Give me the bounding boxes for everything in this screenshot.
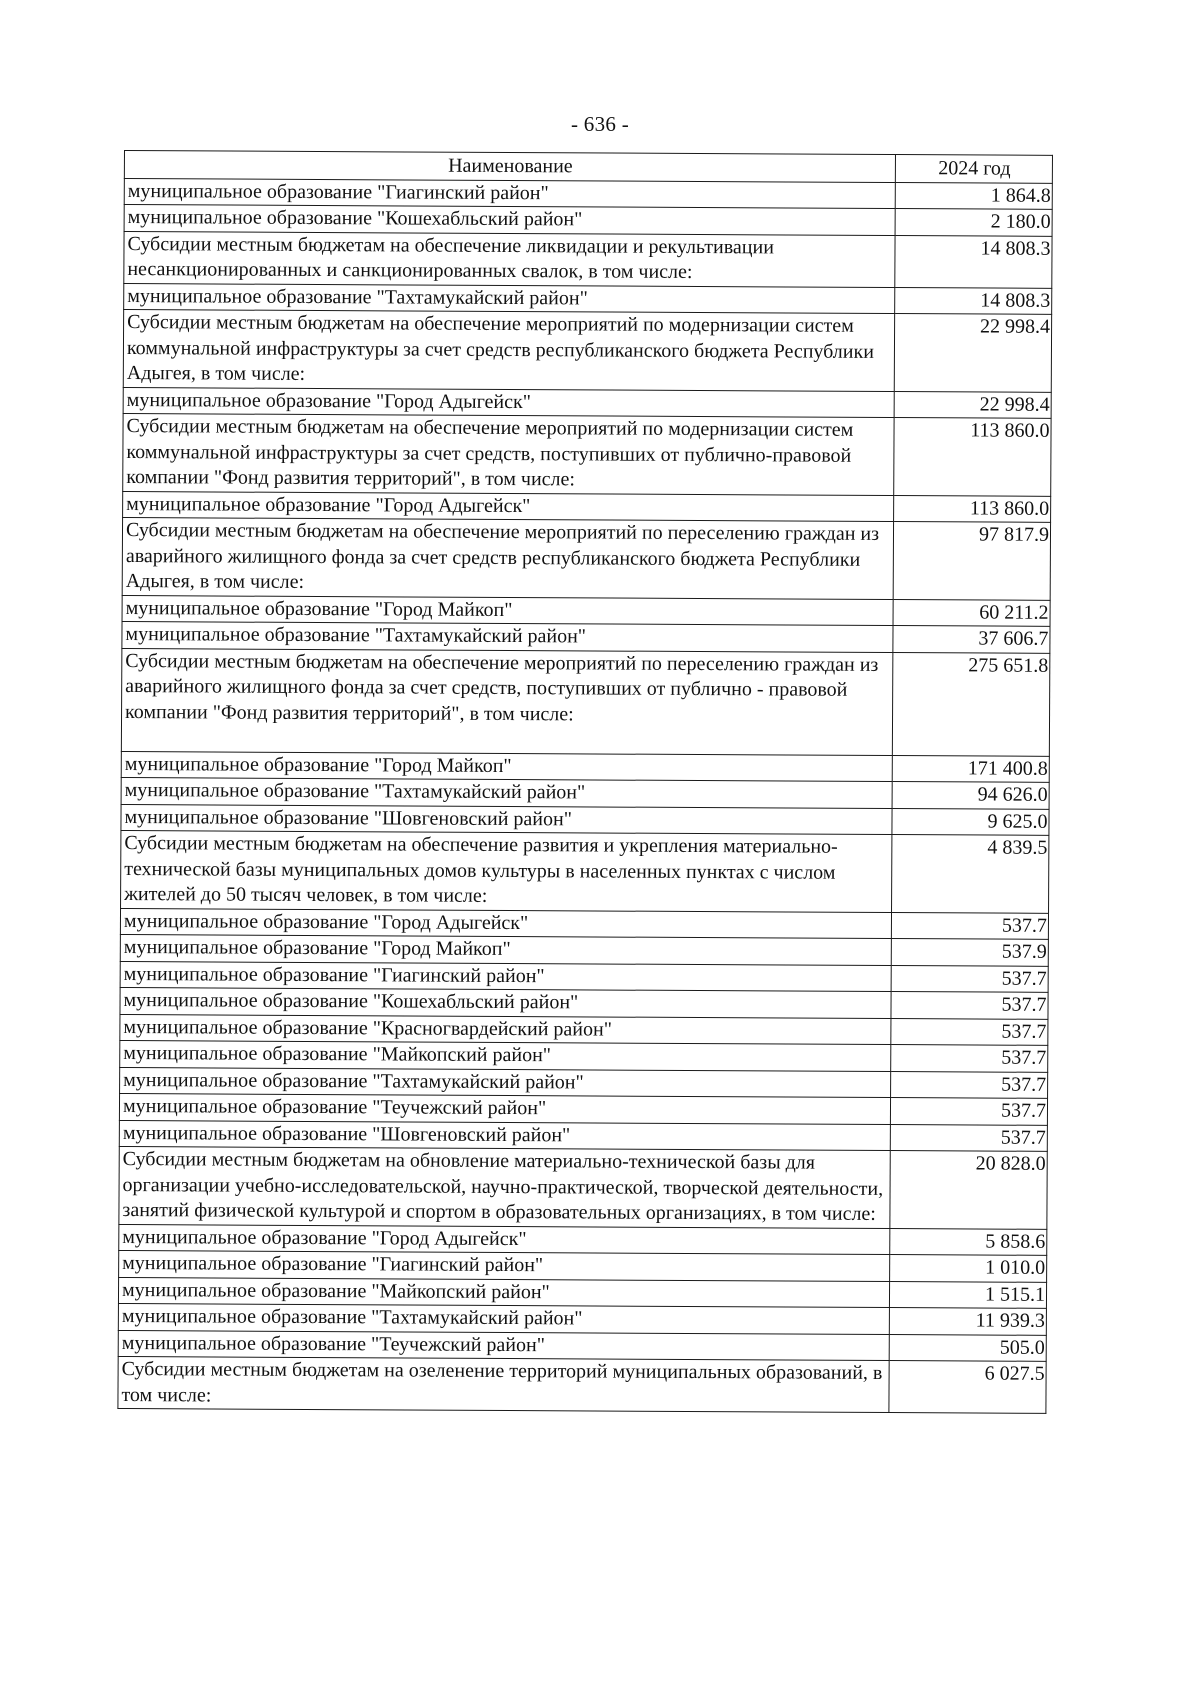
- row-name: Субсидии местным бюджетам на обеспечение развития и укрепления материально-технической базы муниципальных домов культуры в населенных пунктах с числом жителей до 50 тысяч человек, в том числе:: [121, 830, 892, 912]
- table-row: [120, 1040, 1048, 1071]
- row-name: муниципальное образование "Майкопский район": [120, 1040, 891, 1071]
- row-value: 4 839.5: [892, 835, 1049, 913]
- row-value: 537.7: [891, 965, 1048, 992]
- table-row: [121, 804, 1049, 835]
- row-value: 11 939.3: [889, 1308, 1046, 1335]
- row-value: 537.7: [891, 992, 1048, 1019]
- row-value: 60 211.2: [893, 599, 1050, 626]
- row-name: муниципальное образование "Город Майкоп": [122, 595, 893, 626]
- page-number: - 636 -: [570, 112, 630, 136]
- row-value: 537.7: [890, 1098, 1047, 1125]
- header-year: 2024 год: [895, 155, 1052, 183]
- table-row: [121, 830, 1049, 912]
- row-value: 537.7: [891, 1045, 1048, 1072]
- table-row: [124, 205, 1052, 236]
- table-row: [119, 1250, 1047, 1281]
- row-name: муниципальное образование "Гиагинский район": [119, 1250, 890, 1281]
- row-name: муниципальное образование "Тахтамукайский район": [121, 777, 892, 808]
- row-name: Субсидии местным бюджетам на озеленение территорий муниципальных образований, в том числе:: [118, 1356, 889, 1412]
- row-value: 14 808.3: [895, 235, 1052, 288]
- table-row: [123, 413, 1051, 495]
- row-value: 97 817.9: [893, 522, 1050, 600]
- header-name: Наименование: [124, 151, 895, 183]
- row-value: 22 998.4: [894, 391, 1051, 418]
- table-row: [122, 621, 1050, 652]
- row-name: муниципальное образование "Теучежский район": [118, 1330, 889, 1361]
- row-value: 37 606.7: [893, 626, 1050, 653]
- row-name: муниципальное образование "Кошехабльский район": [120, 987, 891, 1018]
- row-value: 6 027.5: [889, 1361, 1046, 1414]
- row-value: 1 010.0: [890, 1255, 1047, 1282]
- row-name: муниципальное образование "Город Адыгейск": [123, 491, 894, 522]
- row-name: муниципальное образование "Майкопский район": [118, 1277, 889, 1308]
- table-row: [121, 751, 1049, 782]
- row-value: 537.7: [891, 912, 1048, 939]
- table-row: [120, 908, 1048, 939]
- row-value: 9 625.0: [892, 808, 1049, 835]
- row-name: Субсидии местным бюджетам на обеспечение ликвидации и рекультивации несанкционированных и санкционированных свалок, в том числе:: [124, 231, 895, 287]
- row-value: 275 651.8: [892, 652, 1050, 756]
- row-value: 94 626.0: [892, 782, 1049, 809]
- row-value: 1 515.1: [889, 1281, 1046, 1308]
- row-value: 537.7: [891, 1018, 1048, 1045]
- row-value: 2 180.0: [895, 209, 1052, 236]
- row-name: муниципальное образование "Шовгеновский район": [119, 1120, 890, 1151]
- table-row: [120, 1067, 1048, 1098]
- table-row: [123, 491, 1051, 522]
- table-row: [122, 517, 1050, 599]
- table-row: [124, 178, 1052, 209]
- row-name: Субсидии местным бюджетам на обеспечение мероприятий по модернизации систем коммунальной инфраструктуры за счет средств республиканского бюджета Республики Адыгея, в том числе:: [123, 310, 894, 392]
- row-name: Субсидии местным бюджетам на обновление материально-технической базы для организации учебно-исследовательской, научно-практической, творческой деятельности, занятий физической культурой и спортом в образовательных организациях, в том числе:: [119, 1146, 890, 1228]
- row-value: 1 864.8: [895, 182, 1052, 209]
- row-value: 537.9: [891, 939, 1048, 966]
- row-name: муниципальное образование "Шовгеновский район": [121, 804, 892, 835]
- table-row: [119, 1146, 1047, 1228]
- table-row: [119, 1093, 1047, 1124]
- row-name: муниципальное образование "Город Майкоп": [120, 934, 891, 965]
- table-row: [124, 283, 1052, 314]
- table-row: [120, 934, 1048, 965]
- table-row: [119, 1120, 1047, 1151]
- row-name: Субсидии местным бюджетам на обеспечение мероприятий по переселению граждан из аварийного жилищного фонда за счет средств республиканского бюджета Республики Адыгея, в том числе:: [122, 517, 893, 599]
- row-name: муниципальное образование "Город Адыгейск": [120, 908, 891, 939]
- table-row: [123, 387, 1051, 418]
- budget-table: [117, 150, 1053, 1414]
- table-row: [118, 1356, 1046, 1413]
- table-row: [120, 961, 1048, 992]
- table-row: [120, 987, 1048, 1018]
- row-name: Субсидии местным бюджетам на обеспечение мероприятий по переселению граждан из аварийного жилищного фонда за счет средств, поступивших от публично - правовой компании "Фонд развития территорий", в том числе:: [121, 648, 893, 755]
- row-name: муниципальное образование "Тахтамукайский район": [118, 1303, 889, 1334]
- table-row: [124, 231, 1052, 288]
- row-name: муниципальное образование "Город Майкоп": [121, 751, 892, 782]
- table-row: [118, 1303, 1046, 1334]
- row-name: муниципальное образование "Город Адыгейск": [119, 1224, 890, 1255]
- table-row: [121, 648, 1050, 756]
- row-name: муниципальное образование "Город Адыгейск": [123, 387, 894, 418]
- table-row: [118, 1277, 1046, 1308]
- table-row: [119, 1224, 1047, 1255]
- row-name: муниципальное образование "Тахтамукайский район": [122, 621, 893, 652]
- row-name: муниципальное образование "Тахтамукайский район": [124, 283, 895, 314]
- row-value: 171 400.8: [892, 755, 1049, 782]
- row-value: 20 828.0: [890, 1151, 1047, 1229]
- row-value: 113 860.0: [894, 495, 1051, 522]
- row-name: муниципальное образование "Гиагинский район": [120, 961, 891, 992]
- table-row: [118, 1330, 1046, 1361]
- row-name: муниципальное образование "Гиагинский район": [124, 178, 895, 209]
- row-name: муниципальное образование "Красногвардейский район": [120, 1014, 891, 1045]
- row-name: Субсидии местным бюджетам на обеспечение мероприятий по модернизации систем коммунальной инфраструктуры за счет средств, поступивших от публично-правовой компании "Фонд развития территорий", в том числе:: [123, 413, 894, 495]
- table-row: [122, 595, 1050, 626]
- row-value: 5 858.6: [890, 1228, 1047, 1255]
- row-value: 537.7: [890, 1124, 1047, 1151]
- row-value: 113 860.0: [894, 418, 1051, 496]
- row-value: 505.0: [889, 1334, 1046, 1361]
- row-name: муниципальное образование "Кошехабльский район": [124, 205, 895, 236]
- row-value: 22 998.4: [894, 314, 1051, 392]
- table-row: [120, 1014, 1048, 1045]
- row-name: муниципальное образование "Тахтамукайский район": [120, 1067, 891, 1098]
- row-value: 14 808.3: [895, 287, 1052, 314]
- row-name: муниципальное образование "Теучежский район": [119, 1093, 890, 1124]
- row-value: 537.7: [891, 1071, 1048, 1098]
- table-row: [123, 310, 1051, 392]
- table-row: [121, 777, 1049, 808]
